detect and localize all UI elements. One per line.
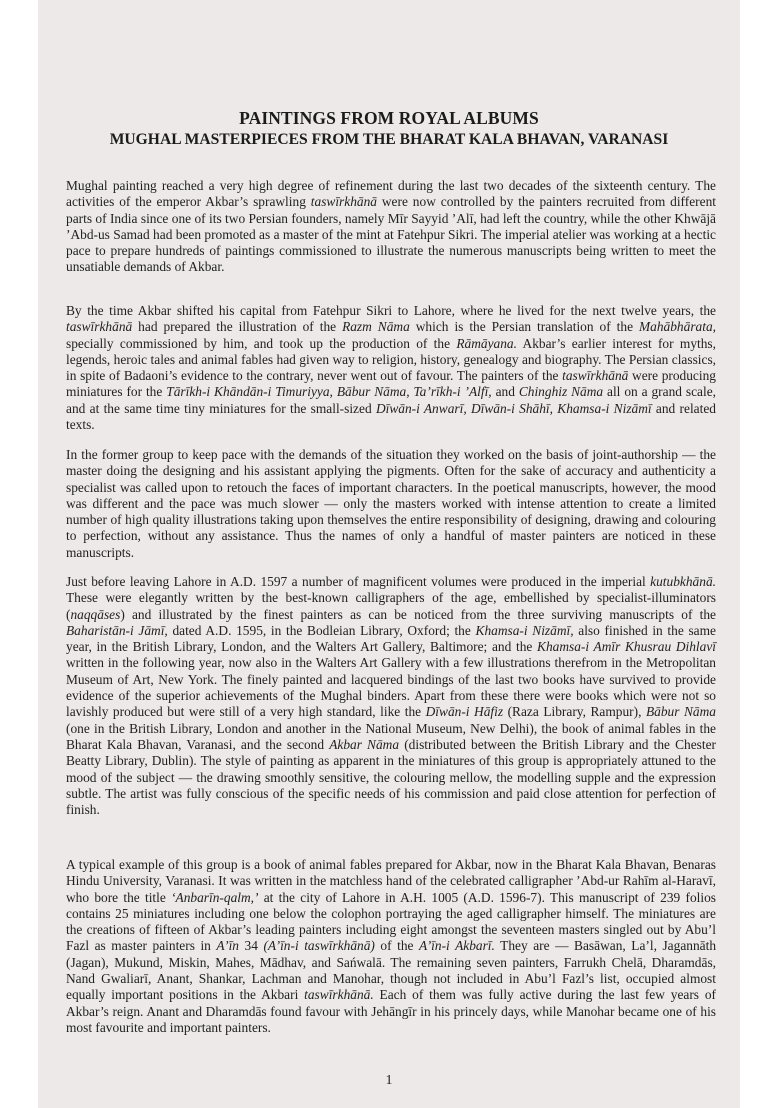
page-title: PAINTINGS FROM ROYAL ALBUMS: [239, 108, 539, 128]
page-subtitle: MUGHAL MASTERPIECES FROM THE BHARAT KALA BHAVAN, VARANASI: [109, 131, 669, 148]
paragraph-3: In the former group to keep pace with the demands of the situation they worked on the basis of joint-authorship — the master doing the designing and his assistant applying the pigments. Often for the sake of accuracy and authenticity a specialist was called upon to retouch the faces of important characters. In the poetical manuscripts, however, the mood was different and the pace was much slower — only the masters worked with intense attention to create a limited number of high quality illustrations taking upon themselves the entire responsibility of designing, drawing and colouring to perfection, without any assistance. Thus the names of only a handful of master painters are noticed in these manuscripts.: [66, 447, 716, 560]
italic-term: ‘Anbarīn-qalm,’: [171, 889, 259, 905]
italic-term: Bābur Nāma: [645, 704, 716, 720]
italic-term: Dīwān-i Anwarī, Dīwān-i Shāhī, Khamsa-i Nizāmī: [375, 400, 652, 416]
page-number: 1: [385, 1073, 393, 1088]
paragraph-4: Just before leaving Lahore in A.D. 1597 a number of magnificent volumes were produced in the imperial kutubkhānā. These were elegantly written by the best-known calligraphers of the age, embellished by specialist-illuminators (naqqāses) and illustrated by the finest painters as can be noticed from the three surviving manuscripts of the Baharistān-i Jāmī, dated A.D. 1595, in the Bodleian Library, Oxford; the Khamsa-i Nizāmī, also finished in the same year, in the British Library, London, and the Walters Art Gallery, Baltimore; and the Khamsa-i Amīr Khusrau Dihlavī written in the following year, now also in the Walters Art Gallery with a few illustrations therefrom in the Metropolitan Museum of Art, New York. The finely painted and lacquered bindings of the last two books have survived to provide evidence of the superior achievements of the Mughal binders. Apart from these there were books which were not so lavishly produced but were still of a very high standard, like the Dīwān-i Hāfiz (Raza Library, Rampur), Bābur Nāma (one in the British Library, London and another in the National Museum, New Delhi), the book of animal fables in the Bharat Kala Bhavan, Varanasi, and the second Akbar Nāma (distributed between the British Library and the Chester Beatty Library, Dublin). The style of painting as apparent in the miniatures of this group is appropriately attuned to the mood of the subject — the drawing smoothly sensitive, the colouring mellow, the modelling supple and the expression subtle. The artist was fully conscious of the specific needs of his commission and paid close attention for perfection of finish.: [66, 574, 716, 818]
book-page: [38, 0, 740, 1108]
italic-term: taswīrkhānā: [310, 194, 377, 210]
italic-term: Khamsa-i Nizāmī,: [475, 622, 574, 638]
italic-term: (A’īn-i taswīrkhānā): [263, 938, 375, 954]
italic-term: A’īn-i Akbarī.: [419, 938, 495, 954]
italic-term: Razm Nāma: [342, 319, 410, 335]
paragraph-1: Mughal painting reached a very high degree of refinement during the last two decades of the sixteenth century. The activities of the emperor Akbar’s sprawling taswīrkhānā were now controlled by the painters recruited from different parts of India since one of its two Persian founders, namely Mīr Sayyid ’Alī, had left the country, while the other Khwājā ’Abd-us Samad had been promoted as a master of the mint at Fatehpur Sikri. The imperial atelier was working at a hectic pace to prepare hundreds of paintings commissioned to illustrate the numerous manuscripts being written to meet the unsatiable demands of Akbar.: [66, 178, 716, 275]
italic-term: Dīwān-i Hāfiz: [425, 704, 504, 720]
italic-term: kutubkhānā.: [650, 574, 716, 589]
italic-term: Baharistān-i Jāmī,: [66, 622, 168, 638]
italic-term: naqqāses: [70, 606, 121, 622]
italic-term: Mahābhārata,: [639, 319, 716, 335]
italic-term: taswīrkhānā: [562, 368, 629, 384]
italic-term: Rāmāyana.: [456, 335, 517, 351]
paragraph-5: A typical example of this group is a book of animal fables prepared for Akbar, now in the Bharat Kala Bhavan, Benaras Hindu University, Varanasi. It was written in the matchless hand of the celebrated calligrapher ’Abd-ur Rahīm al-Haravī, who bore the title ‘Anbarīn-qalm,’ at the city of Lahore in A.H. 1005 (A.D. 1596-7). This manuscript of 239 folios contains 25 miniatures including one below the colophon portraying the aged calligrapher himself. The miniatures are the creations of fifteen of Akbar’s leading painters including eight amongst the seventeen masters singled out by Abu’l Fazl as master painters in A’īn 34 (A’īn-i taswīrkhānā) of the A’īn-i Akbarī. They are — Basāwan, La’l, Jagannāth (Jagan), Mukund, Miskin, Mahes, Mādhav, and Sańwalā. The remaining seven painters, Farrukh Chelā, Dharamdās, Nand Gwaliarī, Anant, Shankar, Lachman and Manohar, though not included in Abu’l Fazl’s list, occupied almost equally important positions in the Akbari taswīrkhānā. Each of them was fully active during the last few years of Akbar’s reign. Anant and Dharamdās found favour with Jehāngīr in his princely days, while Manohar became one of his most favourite and important painters.: [66, 857, 717, 1035]
italic-term: Tārīkh-i Khāndān-i Timuriyya, Bābur Nāma, Ta’rīkh-i ’Alfī,: [166, 384, 492, 400]
italic-term: Akbar Nāma: [329, 736, 400, 752]
paragraph-2: By the time Akbar shifted his capital from Fatehpur Sikri to Lahore, where he lived for the next twelve years, the taswīrkhānā had prepared the illustration of the Razm Nāma which is the Persian translation of the Mahābhārata, specially commissioned by him, and took up the production of the Rāmāyana. Akbar’s earlier interest for myths, legends, heroic tales and animal fables had given way to religion, history, genealogy and biography. The Persian classics, in spite of Badaoni’s evidence to the contrary, never went out of favour. The painters of the taswīrkhānā were producing miniatures for the Tārīkh-i Khāndān-i Timuriyya, Bābur Nāma, Ta’rīkh-i ’Alfī, and Chinghiz Nāma all on a grand scale, and at the same time tiny miniatures for the small-sized Dīwān-i Anwarī, Dīwān-i Shāhī, Khamsa-i Nizāmī and related texts.: [66, 303, 716, 433]
italic-term: taswīrkhānā.: [304, 987, 374, 1003]
italic-term: A’īn: [216, 938, 239, 954]
italic-term: Khamsa-i Amīr Khusrau Dihlavī: [537, 639, 716, 655]
italic-term: taswīrkhānā: [66, 319, 133, 335]
italic-term: Chinghiz Nāma: [518, 384, 604, 400]
